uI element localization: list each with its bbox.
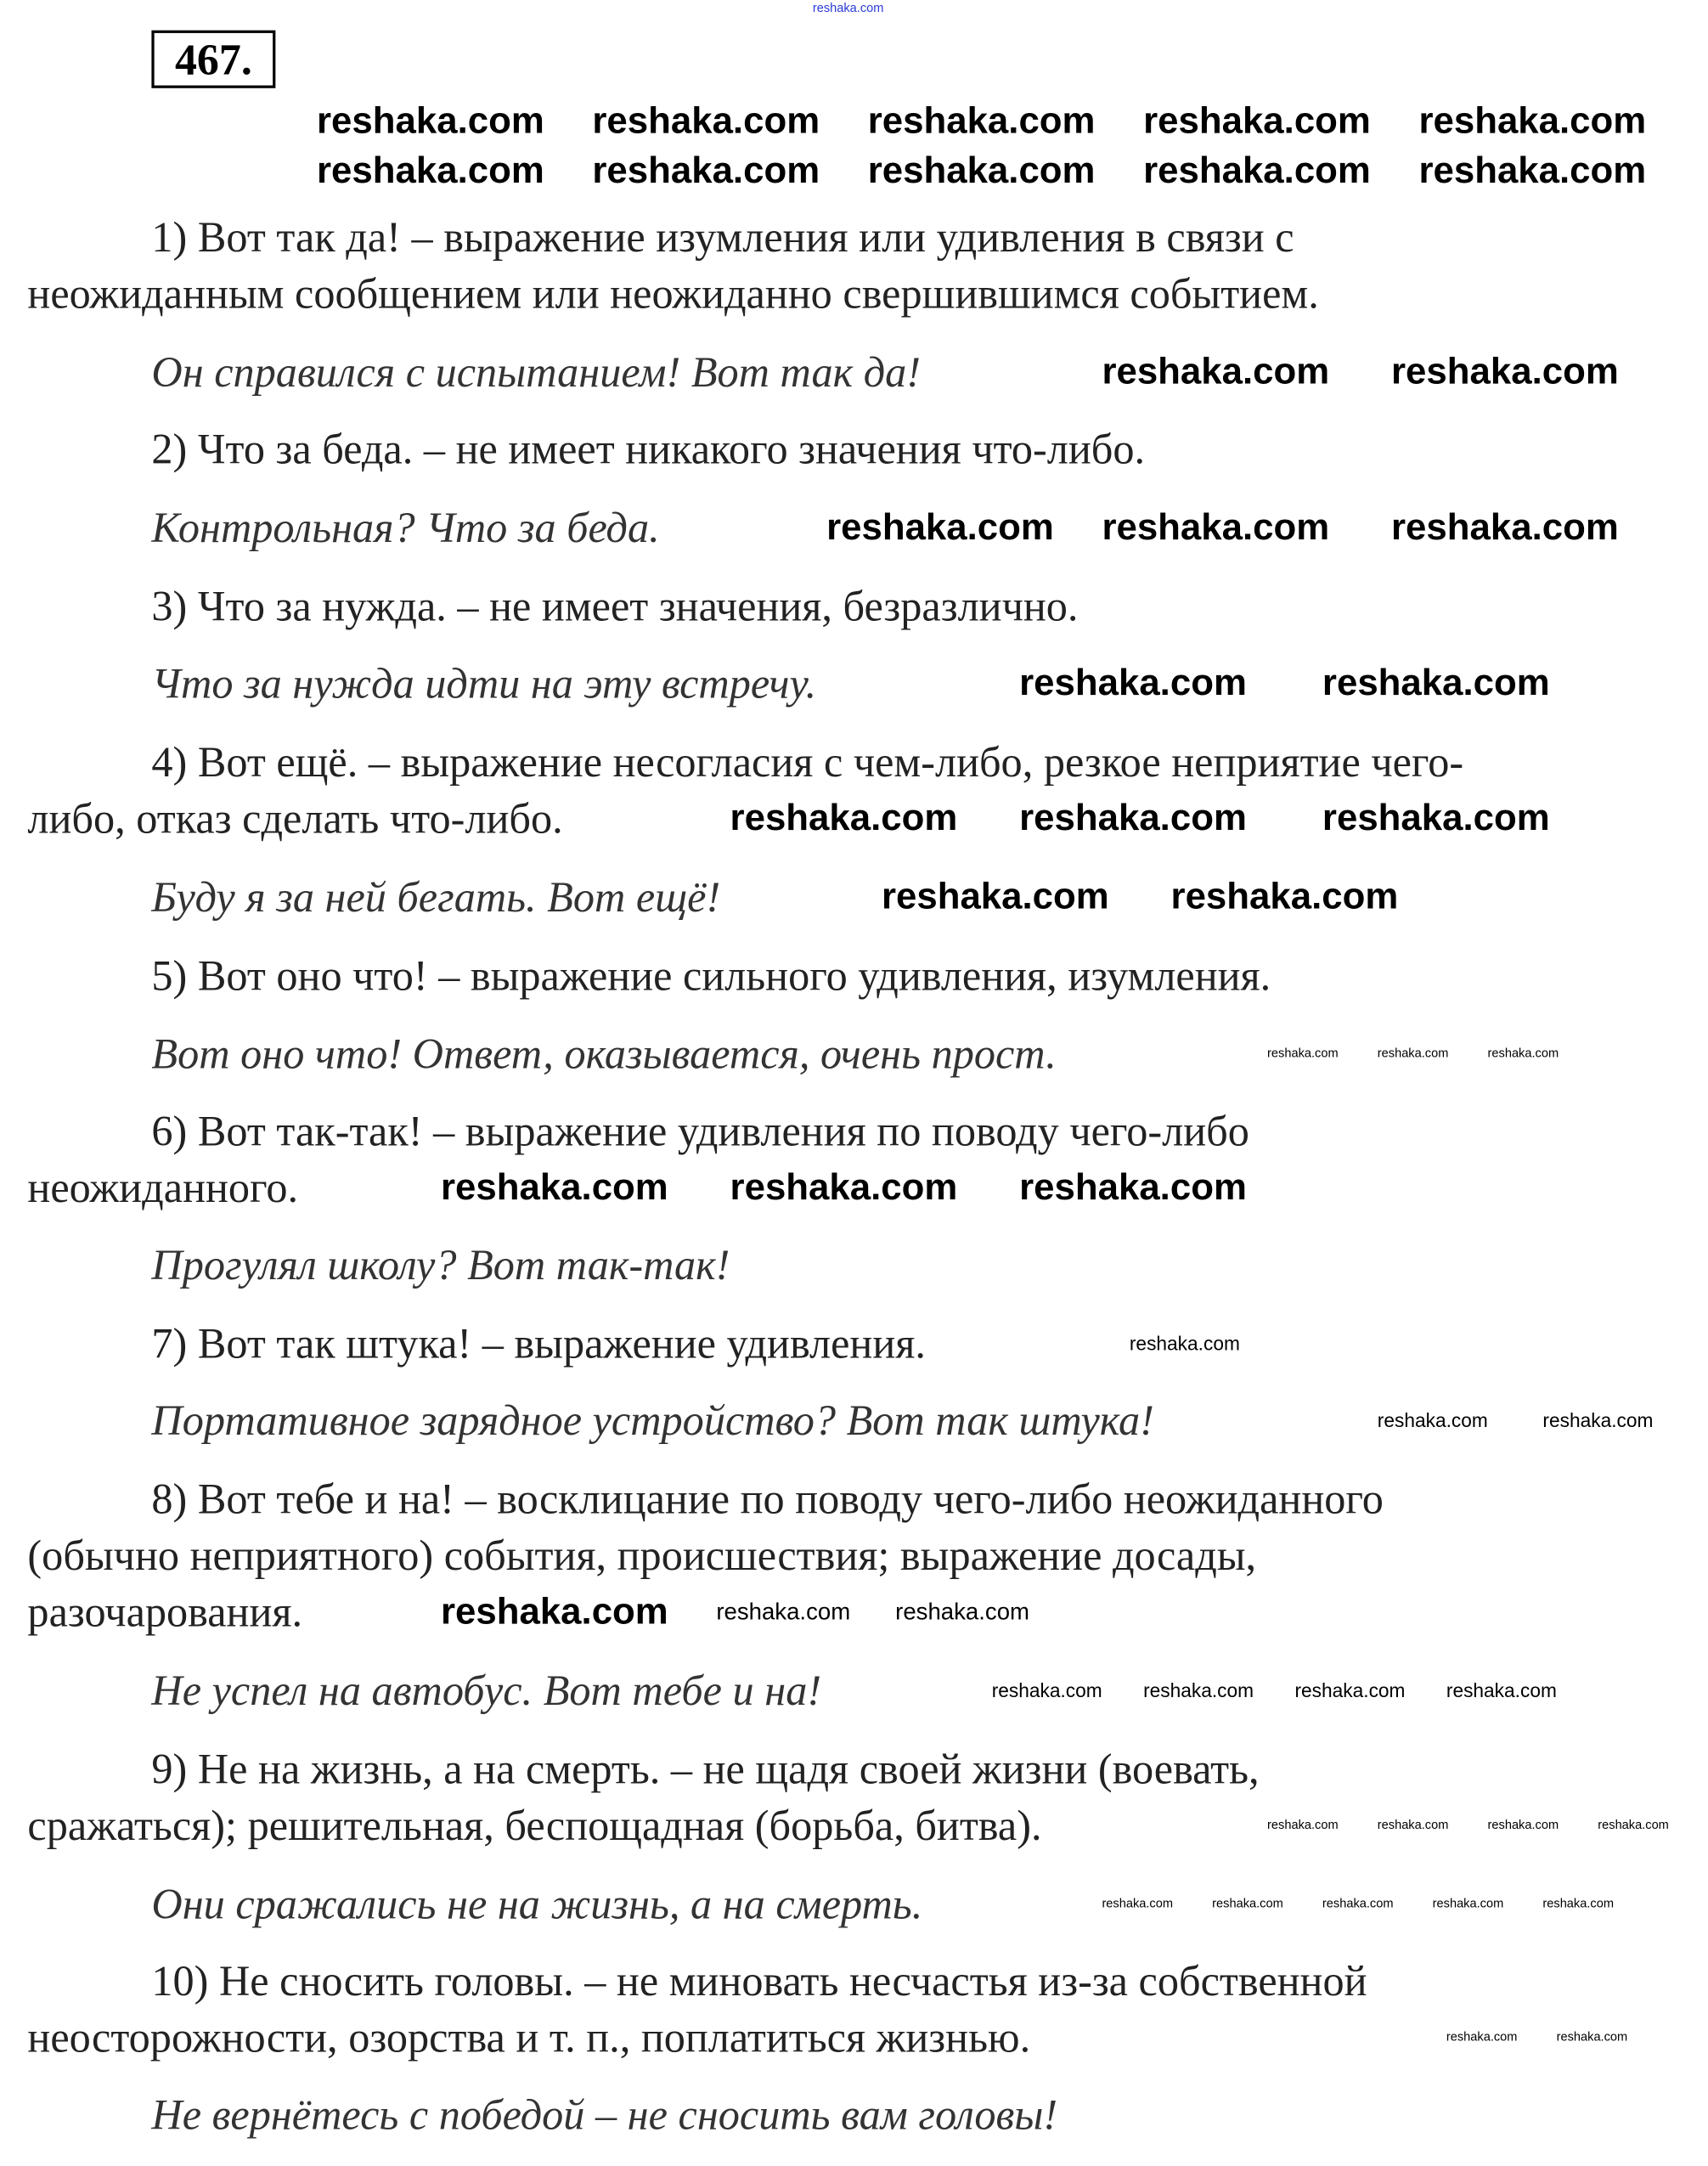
watermark: reshaka.com xyxy=(1391,350,1619,392)
watermark: reshaka.com xyxy=(1487,1817,1559,1832)
watermark: reshaka.com xyxy=(881,875,1109,917)
watermark: reshaka.com xyxy=(1446,1678,1557,1701)
watermark: reshaka.com xyxy=(1129,1332,1240,1355)
watermark: reshaka.com xyxy=(826,506,1054,548)
item-9-line-1: 9) Не на жизнь, а на смерть. – не щадя своей жизни (воевать, xyxy=(151,1745,1260,1793)
item-3-line-1: 3) Что за нужда. – не имеет значения, безразлично. xyxy=(151,582,1079,630)
watermark: reshaka.com xyxy=(867,99,1096,142)
watermark: reshaka.com xyxy=(1322,797,1550,838)
watermark: reshaka.com xyxy=(1446,2029,1518,2044)
item-7-line-1: 7) Вот так штука! – выражение удивления. xyxy=(151,1318,926,1368)
watermark: reshaka.com xyxy=(1102,350,1330,392)
item-2-line-1: 2) Что за беда. – не имеет никакого значения что-либо. xyxy=(151,425,1146,474)
watermark: reshaka.com xyxy=(1542,1409,1654,1432)
watermark: reshaka.com xyxy=(1143,149,1371,191)
item-9-example: Они сражались не на жизнь, а на смерть. xyxy=(151,1879,923,1928)
watermark: reshaka.com xyxy=(1102,1896,1174,1910)
watermark: reshaka.com xyxy=(1487,1046,1559,1060)
item-8-line-2: (обычно неприятного) события, происшествия; выражение досады, xyxy=(27,1531,1257,1580)
watermark: reshaka.com xyxy=(1322,662,1550,703)
watermark: reshaka.com xyxy=(440,1165,668,1208)
watermark: reshaka.com xyxy=(1212,1896,1283,1910)
watermark: reshaka.com xyxy=(1019,662,1247,703)
item-1-line-1: 1) Вот так да! – выражение изумления или удивления в связи с xyxy=(151,212,1294,262)
watermark: reshaka.com xyxy=(1143,99,1371,142)
watermark: reshaka.com xyxy=(1542,1896,1614,1910)
exercise-number: 467. xyxy=(151,31,275,88)
watermark: reshaka.com xyxy=(1377,1046,1449,1060)
watermark: reshaka.com xyxy=(730,1165,958,1208)
watermark: reshaka.com xyxy=(592,99,820,142)
item-6-line-2: неожиданного. xyxy=(27,1163,299,1212)
watermark: reshaka.com xyxy=(716,1599,851,1625)
watermark: reshaka.com xyxy=(1598,1817,1669,1832)
item-8-line-1: 8) Вот тебе и на! – восклицание по поводу чего-либо неожиданного xyxy=(151,1475,1384,1523)
item-6-line-1: 6) Вот так-так! – выражение удивления по поводу чего-либо xyxy=(151,1107,1249,1155)
item-4-line-1: 4) Вот ещё. – выражение несогласия с чем-либо, резкое неприятие чего- xyxy=(151,737,1464,787)
watermark: reshaka.com xyxy=(1418,99,1647,142)
watermark: reshaka.com xyxy=(1377,1817,1449,1832)
watermark: reshaka.com xyxy=(1377,1409,1488,1432)
item-10-line-2: неосторожности, озорства и т. п., поплатиться жизнью. xyxy=(27,2013,1031,2062)
item-3-example: Что за нужда идти на эту встречу. xyxy=(151,659,817,708)
watermark: reshaka.com xyxy=(867,149,1096,191)
watermark: reshaka.com xyxy=(1102,506,1330,548)
watermark: reshaka.com xyxy=(730,797,958,838)
watermark: reshaka.com xyxy=(895,1599,1030,1625)
watermark: reshaka.com xyxy=(1432,1896,1504,1910)
item-6-example: Прогулял школу? Вот так-так! xyxy=(151,1240,730,1289)
watermark: reshaka.com xyxy=(812,0,884,15)
item-10-example: Не вернётесь с победой – не сносить вам головы! xyxy=(151,2090,1058,2139)
item-10-line-1: 10) Не сносить головы. – не миновать несчастья из-за собственной xyxy=(151,1956,1367,2005)
watermark: reshaka.com xyxy=(1019,797,1247,838)
watermark: reshaka.com xyxy=(440,1590,668,1633)
item-7-example: Портативное зарядное устройство? Вот так штука! xyxy=(151,1396,1154,1445)
watermark: reshaka.com xyxy=(1267,1817,1339,1832)
watermark: reshaka.com xyxy=(317,149,544,191)
item-4-example: Буду я за ней бегать. Вот ещё! xyxy=(151,872,721,922)
item-9-line-2: сражаться); решительная, беспощадная (борьба, битва). xyxy=(27,1801,1042,1850)
watermark: reshaka.com xyxy=(1294,1678,1406,1701)
item-8-example: Не успел на автобус. Вот тебе и на! xyxy=(151,1666,822,1715)
watermark: reshaka.com xyxy=(1391,506,1619,548)
watermark: reshaka.com xyxy=(317,99,544,142)
item-1-line-2: неожиданным сообщением или неожиданно свершившимся событием. xyxy=(27,269,1319,318)
item-2-example: Контрольная? Что за беда. xyxy=(151,503,660,552)
watermark: reshaka.com xyxy=(1322,1896,1394,1910)
item-5-line-1: 5) Вот оно что! – выражение сильного удивления, изумления. xyxy=(151,950,1271,1000)
watermark: reshaka.com xyxy=(1143,1678,1254,1701)
item-4-line-2: либо, отказ сделать что-либо. xyxy=(27,793,563,843)
watermark: reshaka.com xyxy=(1418,149,1647,191)
watermark: reshaka.com xyxy=(1019,1165,1247,1208)
watermark: reshaka.com xyxy=(1267,1046,1339,1060)
item-8-line-3: разочарования. xyxy=(27,1588,303,1636)
watermark: reshaka.com xyxy=(592,149,820,191)
watermark: reshaka.com xyxy=(1556,2029,1628,2044)
item-5-example: Вот оно что! Ответ, оказывается, очень прост. xyxy=(151,1029,1057,1079)
watermark: reshaka.com xyxy=(991,1678,1102,1701)
watermark: reshaka.com xyxy=(1170,875,1399,917)
item-1-example: Он справился с испытанием! Вот так да! xyxy=(151,347,922,397)
